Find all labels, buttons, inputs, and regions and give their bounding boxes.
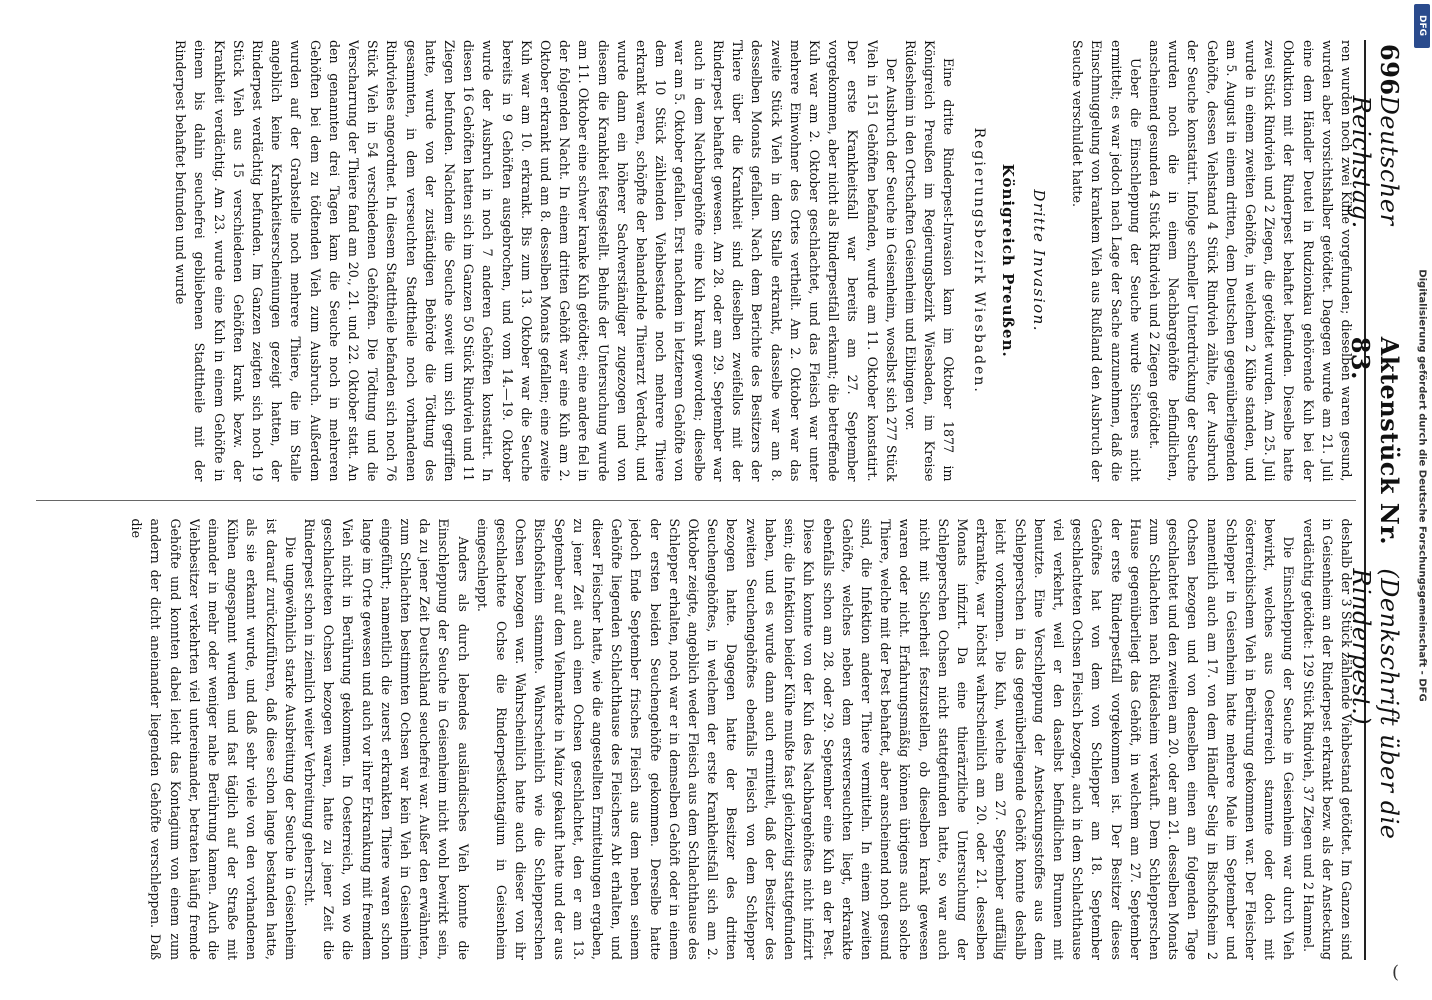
scan-mark: ( <box>1392 962 1400 983</box>
left-paragraph-2: Ueber die Einschleppung der Seuche wurde Sicheres nicht ermittelt; es war jedoch nach Lage der Sache anzunehmen, daß die Einschmuggelung von krankem Vieh aus Rußland den Ausbruch der Seuche verschuldet hatte. <box>1070 40 1143 482</box>
column-divider <box>36 500 1356 501</box>
right-paragraph-2: Die Einschleppung der Seuche in Geisenheim war durch Vieh bewirkt, welches aus Oesterreich stammte oder doch mit österreichischem Vieh in Berührung gekommen war. Der Fleischer Schlepper in Geisenheim hatte mehrere Male im September und namentlich auch am 17. von dem Händler Selig in Bischofsheim 2 Ochsen bezogen und von denselben einen am folgenden Tage geschlachtet und den zweiten am 20. oder am 21. desselben Monats zum Schlachten nach Rüdesheim verkauft. Dem Schlepperschen Hause gegenüberliegt das Gehöft, in welchem am 27. September der erste Rinderpestfall vorgekommen ist. Der Besitzer dieses Gehöftes hat von dem von Schlepper am 18. September geschlachteten Ochsen Fleisch bezogen, auch in dem Schlachthause viel verkehrt, weil er den daselbst befindlichen Brunnen mit benutzte. Eine Verschleppung der Ansteckungsstoffes aus dem Schlepperschen in das gegenüberliegende Gehöft konnte deshalb leicht vorkommen. Die Kuh, welche am 27. September auffällig erkrankte, war höchst wahrscheinlich am 20. oder 21. desselben Monats infizirt. Da eine thierärztliche Untersuchung der Schlepperschen Ochsen nicht stattgefunden hatte, so war auch nicht mit Sicherheit festzustellen, ob dieselben krank gewesen waren oder nicht. Erfahrungsmäßig können übrigens auch solche Thiere, welche mit der Pest behaftet, aber anscheinend noch gesund sind, die Infektion anderer Thiere vermitteln. In einem zweiten Gehöfte, welches neben dem erstverseuchten liegt, erkrankte ebenfalls schon am 28. oder 29. September eine Kuh an der Pest. Diese Kuh konnte von der Kuh des Nachbargehöftes nicht infizirt sein; die Infektion beider Kühe mußte fast gleichzeitig stattgefunden haben, und es wurde dann auch ermittelt, daß der Besitzer des zweiten Seuchengehöftes ebenfalls Fleisch von dem Schlepper bezogen hatte. Dagegen hatte der Besitzer des dritten Seuchengehöftes, in welchem der erste Krankheitsfall sich am 2. Oktober zeigte, angeblich weder Fleisch aus dem Schlachthause des Schlepper erhalten, noch war er in demselben Gehöft oder in einem der ersten beiden Seuchengehöfte gekommen. Derselbe hatte jedoch Ende September frisches Fleisch aus dem neben seinem Gehöfte liegenden Schlachthause des Fleischers Abt erhalten, und dieser Fleischer hatte, wie die angestellten Ermittelungen ergaben, zu jener Zeit auch einen Ochsen geschlachtet, den er am 13. September auf dem Viehmarkte in Mainz gekauft hatte und der aus Bischofsheim stammte. Wahrscheinlich wie die Schlepperschen Ochsen bezogen war. Wahrscheinlich hatte auch dieser von ihr geschlachtete Ochse die Rinderpestkontagium in Geisenheim eingeschleppt. <box>474 518 1297 960</box>
section-title: Dritte Invasion. <box>1029 189 1048 333</box>
dfg-notice: Digitalisierung gefördert durch die Deutsche Forschungsgemeinschaft - DFG <box>1416 269 1428 702</box>
page-number: 696 <box>1375 44 1404 96</box>
dfg-strip <box>1410 0 1432 1000</box>
text-columns <box>36 40 1356 960</box>
left-paragraph-4: Der Ausbruch der Seuche in Geisenheim, woselbst sich 277 Stück Vieh in 151 Gehöften befanden, wurde am 11. Oktober konstatirt. Der erste Krankheitsfall war bereits am 27. September vorgekommen, aber nicht als Rinderpestfall erkannt; die betreffende Kuh war am 2. Oktober geschlachtet, und das Fleisch war unter mehrere Einwohner des Ortes vertheilt. Am 2. Oktober war das zweite Stück Vieh in dem Stalle erkrankt, dasselbe war am 8. desselben Monats gefallen. Nach dem Berichte des Besitzers der Thiere über die Krankheit sind dieselben zweifellos mit der Rinderpest behaftet gewesen. Am 28. oder am 29. September war auch in dem Nachbargehöfte eine Kuh krank geworden; dieselbe war am 5. Oktober gefallen. Erst nachdem in letzterem Gehöfte von dem 10 Stück zählenden Viehbestande noch mehrere Thiere erkrankt waren, schöpfte der behandelnde Thierarzt Verdacht, und wurde dann ein höherer Sachverständiger zugezogen und von diesem die Krankheit festgestellt. Behufs der Untersuchung wurde am 11. Oktober eine schwer kranke Kuh getödtet; eine andere fiel in der folgenden Nacht. In einem dritten Gehöft war eine Kuh am 2. Oktober erkrankt und am 8. desselben Monats gefallen; eine zweite Kuh war am 10. erkrankt. Bis zum 13. Oktober war die Seuche bereits in 9 Gehöften ausgebrochen, und vom 14.—19. Oktober wurde der Ausbruch in noch 7 anderen Gehöften konstatirt. In diesen 16 Gehöften hatten sich im Ganzen 50 Stück Rindvieh und 11 Ziegen befunden. Nachdem die Seuche soweit um sich gegriffen hatte, wurde von der zuständigen Behörde die Tödtung des gesammten, in dem verseuchten Stadttheile noch vorhandenen Rindviehes angeordnet. In diesem Stadttheile befanden sich noch 76 Stück Vieh in 54 verschiedenen Gehöften. Die Tödtung und die Verscharrung der Thiere fand am 20., 21. und 22. Oktober statt. An den genannten drei Tagen kam die Seuche noch in mehreren Gehöften bei dem zu tödtenden Vieh zum Ausbruch. Außerdem wurden auf der Grabstelle noch mehrere Thiere, die im Stalle angeblich keine Krankheitserscheinungen gezeigt hatten, der Rinderpest verdächtig befunden. Im Ganzen zeigten sich noch 19 Stück Vieh aus 15 verschiedenen Gehöften krank bezw. der Krankheit verdächtig. Am 23. wurde eine Kuh in einem Gehöfte in einem bis dahin seuchefrei gebliebenen Stadttheile mit der Rinderpest behaftet befunden und wurde <box>173 40 899 482</box>
left-paragraph-1: ren wurden noch zwei Kühe vorgefunden; dieselben waren gesund, wurden aber vorsichtshalber getödtet. Dagegen wurde am 21. Juli eine dem Händler Deutel in Rudzionkau gehörende Kuh bei der Obduktion mit der Rinderpest behaftet befunden. Dieselbe hatte zwei Stück Rindvieh und 2 Ziegen, die getödtet wurden. Am 25. Juli wurde in einem zweiten Gehöfte, in welchem 2 Kühe standen, und am 5. August in einem dritten, dem Deutschen gegenüberliegenden Gehöfte, dessen Viehstand 4 Stück Rindvieh zählte, der Ausbruch der Seuche konstatirt. Infolge schneller Unterdrückung der Seuche wurden noch die in einem Nachbargehöfte befindlichen, anscheinend gesunden 4 Stück Rindvieh und 2 Ziegen getödtet. <box>1146 40 1354 482</box>
left-paragraph-3: Eine dritte Rinderpest-Invasion kam im Oktober 1877 im Königreich Preußen im Regierungsbezirk Wiesbaden, im Kreise Rüdesheim in den Ortschaften Geisenheim und Eibingen vor. <box>902 40 957 482</box>
left-column <box>36 40 1356 482</box>
kingdom-heading: Königreich Preußen. <box>998 163 1017 358</box>
dfg-logo-icon: DFG <box>1414 4 1430 48</box>
document-number: Aktenstück Nr. 83. <box>1346 336 1404 546</box>
district-heading: Regierungsbezirk Wiesbaden. <box>970 127 987 394</box>
right-column <box>36 519 1356 961</box>
right-paragraph-3: Anders als durch lebendes ausländisches Vieh konnte die Einschleppung der Seuche in Geisenheim nicht wohl bewirkt sein, da zu jener Zeit Deutschland seuchefrei war. Außer den erwähnten, zum Schlachten bestimmten Ochsen war kein Vieh in Geisenheim eingeführt; namentlich die zuerst erkrankten Thiere waren schon lange im Orte gewesen und auch vor ihrer Erkrankung mit fremdem Vieh nicht in Berührung gekommen. In Oesterreich, von wo die geschlachteten Ochsen bezogen waren, hatte zu jener Zeit die Rinderpest schon in ziemlich weiter Verbreitung geherrscht. <box>302 518 471 960</box>
right-paragraph-1: deshalb der 3 Stück zählende Viehbestand getödtet. Im Ganzen sind in Geisenheim an der Rinderpest erkrankt bezw. als der Ansteckung verdächtig getödtet: 129 Stück Rindvieh, 37 Ziegen und 2 Hammel. <box>1300 518 1354 960</box>
publication-title: Deutscher Reichstag. <box>1347 95 1403 229</box>
right-paragraph-4: Die ungewöhnlich starke Ausbreitung der Seuche in Geisenheim ist darauf zurückzuführen, daß diese schon lange bestanden hatte, als sie erkannt wurde, und daß sehr viele von den vorhandenen Kühen angespannt wurden und fast täglich auf der Straße mit einander in mehr oder weniger nahe Berührung kamen. Auch die Viehbesitzer verkehrten viel untereinander, betraten häufig fremde Gehöfte und konnten dabei leicht das Kontagium von einem zum andern der dicht aneinander liegenden Gehöfte verschleppen. Daß die <box>129 518 298 960</box>
running-head <box>1346 40 1404 960</box>
document-title: (Denkschrift über die Rinderpest.) <box>1347 568 1403 840</box>
